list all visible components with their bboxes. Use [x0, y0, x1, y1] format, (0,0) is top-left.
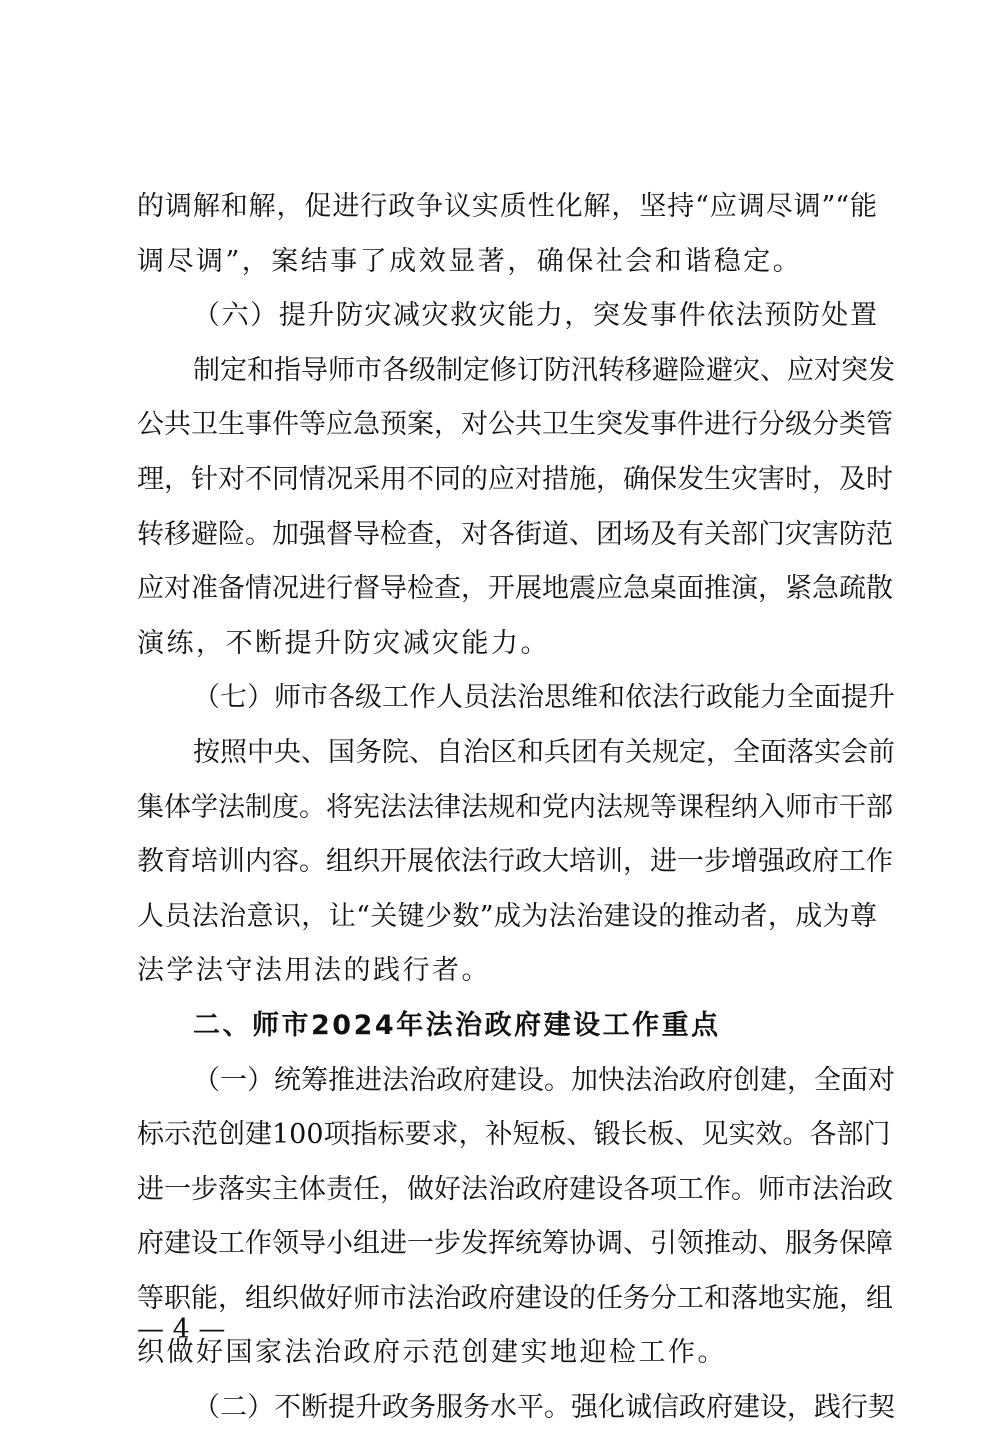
paragraph-line: 教育培训内容。组织开展依法行政大培训，进一步增强政府工作	[137, 846, 893, 878]
paragraph-line: （一）统筹推进法治政府建设。加快法治政府创建，全面对	[193, 1064, 895, 1096]
paragraph-line: 等职能，组织做好师市法治政府建设的任务分工和落地实施，组	[137, 1282, 893, 1314]
paragraph-line: 标示范创建100项指标要求，补短板、锻长板、见实效。各部门	[137, 1119, 891, 1151]
body-text	[137, 180, 895, 1436]
section-heading: （七）师市各级工作人员法治思维和依法行政能力全面提升	[193, 682, 895, 714]
paragraph-line: 制定和指导师市各级制定修订防汛转移避险避灾、应对突发	[193, 354, 895, 386]
paragraph-line: 应对准备情况进行督导检查，开展地震应急桌面推演，紧急疏散	[137, 573, 893, 605]
paragraph-line: 公共卫生事件等应急预案，对公共卫生突发事件进行分级分类管	[137, 409, 893, 441]
paragraph-line: 调尽调”，案结事了成效显著，确保社会和谐稳定。	[137, 245, 803, 277]
paragraph-line: 进一步落实主体责任，做好法治政府建设各项工作。师市法治政	[137, 1173, 893, 1205]
paragraph-line: （二）不断提升政务服务水平。强化诚信政府建设，践行契	[193, 1392, 895, 1424]
page-number: — 4 —	[137, 1314, 226, 1345]
chapter-heading: 二、师市2024年法治政府建设工作重点	[193, 1009, 721, 1041]
paragraph-line: 法学法守法用法的践行者。	[137, 955, 491, 987]
paragraph-line: 府建设工作领导小组进一步发挥统筹协调、引领推动、服务保障	[137, 1228, 893, 1260]
paragraph-line: 理，针对不同情况采用不同的应对措施，确保发生灾害时，及时	[137, 463, 893, 495]
paragraph-line: 织做好国家法治政府示范创建实地迎检工作。	[137, 1337, 727, 1369]
paragraph-line: 人员法治意识，让“关键少数”成为法治建设的推动者，成为尊	[137, 900, 877, 932]
paragraph-line: 转移避险。加强督导检查，对各街道、团场及有关部门灾害防范	[137, 518, 893, 550]
paragraph-line: 集体学法制度。将宪法法律法规和党内法规等课程纳入师市干部	[137, 791, 893, 823]
paragraph-line: 演练，不断提升防灾减灾能力。	[137, 627, 550, 659]
paragraph-line: 的调解和解，促进行政争议实质性化解，坚持“应调尽调”“能	[137, 191, 877, 222]
paragraph-line: 按照中央、国务院、自治区和兵团有关规定，全面落实会前	[193, 736, 895, 768]
section-heading: （六）提升防灾减灾救灾能力，突发事件依法预防处置	[193, 300, 877, 332]
